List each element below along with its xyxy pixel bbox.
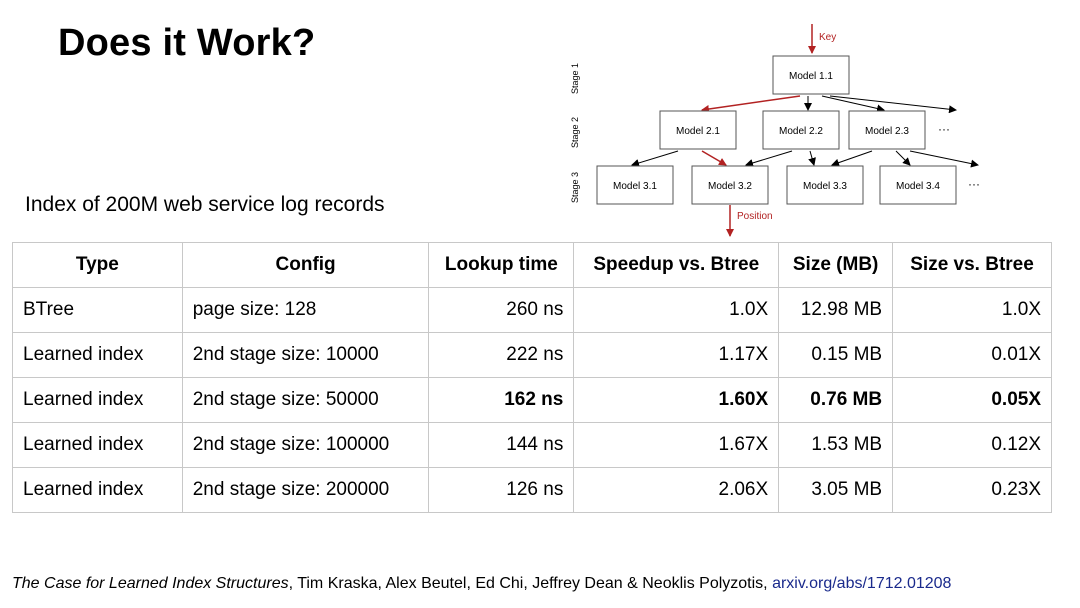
cell-config: 2nd stage size: 200000 [182, 468, 429, 513]
citation-paper-title: The Case for Learned Index Structures [12, 575, 289, 592]
cell-lookup-time: 222 ns [429, 333, 574, 378]
table-row [13, 423, 1052, 468]
cell-config: 2nd stage size: 10000 [182, 333, 429, 378]
cell-lookup-time: 126 ns [429, 468, 574, 513]
citation [12, 575, 951, 593]
edge-2-1-to-3-2 [702, 151, 726, 165]
edge-2-2-to-3-3 [810, 151, 814, 165]
stage-label-1: Stage 1 [570, 62, 580, 94]
header-config: Config [182, 243, 429, 288]
cell-size: 3.05 MB [779, 468, 893, 513]
stage-label-2: Stage 2 [570, 116, 580, 148]
header-type: Type [13, 243, 183, 288]
key-label: Key [819, 32, 837, 43]
stage3-ellipsis: ··· [968, 177, 980, 191]
citation-authors: , Tim Kraska, Alex Beutel, Ed Chi, Jeffrey Dean & Neoklis Polyzotis, [288, 575, 773, 592]
cell-size: 0.15 MB [779, 333, 893, 378]
edge-2-3-to-3-4 [896, 151, 910, 165]
edge-2-3-to-3-3 [832, 151, 872, 165]
table-row [13, 333, 1052, 378]
header-lookup-time: Lookup time [429, 243, 574, 288]
cell-speedup: 2.06X [574, 468, 779, 513]
header-speedup: Speedup vs. Btree [574, 243, 779, 288]
cell-size-vs-btree: 0.23X [893, 468, 1052, 513]
edge-1-1-to-2-1 [702, 96, 800, 110]
edge-2-1-to-3-1 [632, 151, 678, 165]
stage-label-3: Stage 3 [570, 171, 580, 203]
edge-2-3-to-more [910, 151, 978, 165]
cell-type: Learned index [13, 423, 183, 468]
cell-type: Learned index [13, 468, 183, 513]
table-header-row [13, 243, 1052, 288]
cell-lookup-time: 144 ns [429, 423, 574, 468]
citation-link[interactable]: arxiv.org/abs/1712.01208 [772, 575, 952, 592]
cell-lookup-time: 162 ns [429, 378, 574, 423]
cell-speedup: 1.17X [574, 333, 779, 378]
node-model-3-2-label: Model 3.2 [708, 181, 752, 192]
cell-type: BTree [13, 288, 183, 333]
cell-size-vs-btree: 0.12X [893, 423, 1052, 468]
header-size-vs-btree: Size vs. Btree [893, 243, 1052, 288]
stage2-ellipsis: ··· [938, 122, 950, 136]
table-caption: Index of 200M web service log records [25, 193, 385, 216]
cell-size-vs-btree: 0.01X [893, 333, 1052, 378]
node-model-3-1-label: Model 3.1 [613, 181, 657, 192]
cell-type: Learned index [13, 378, 183, 423]
cell-size: 1.53 MB [779, 423, 893, 468]
node-model-3-3-label: Model 3.3 [803, 181, 847, 192]
results-table [12, 242, 1052, 513]
cell-config: page size: 128 [182, 288, 429, 333]
cell-config: 2nd stage size: 50000 [182, 378, 429, 423]
cell-type: Learned index [13, 333, 183, 378]
cell-config: 2nd stage size: 100000 [182, 423, 429, 468]
node-model-2-3-label: Model 2.3 [865, 126, 909, 137]
cell-size: 0.76 MB [779, 378, 893, 423]
header-size: Size (MB) [779, 243, 893, 288]
table-row-highlighted [13, 378, 1052, 423]
cell-size-vs-btree: 1.0X [893, 288, 1052, 333]
edge-2-2-to-3-2 [746, 151, 792, 165]
node-model-2-2-label: Model 2.2 [779, 126, 823, 137]
cell-size: 12.98 MB [779, 288, 893, 333]
rmi-diagram [560, 22, 1000, 240]
node-model-2-1-label: Model 2.1 [676, 126, 720, 137]
table-row [13, 288, 1052, 333]
cell-speedup: 1.60X [574, 378, 779, 423]
slide-title: Does it Work? [58, 22, 316, 64]
cell-size-vs-btree: 0.05X [893, 378, 1052, 423]
cell-lookup-time: 260 ns [429, 288, 574, 333]
cell-speedup: 1.67X [574, 423, 779, 468]
node-model-3-4-label: Model 3.4 [896, 181, 940, 192]
position-label: Position [737, 211, 773, 222]
edge-1-1-to-more [830, 96, 956, 110]
node-model-1-1-label: Model 1.1 [789, 71, 833, 82]
cell-speedup: 1.0X [574, 288, 779, 333]
table-row [13, 468, 1052, 513]
